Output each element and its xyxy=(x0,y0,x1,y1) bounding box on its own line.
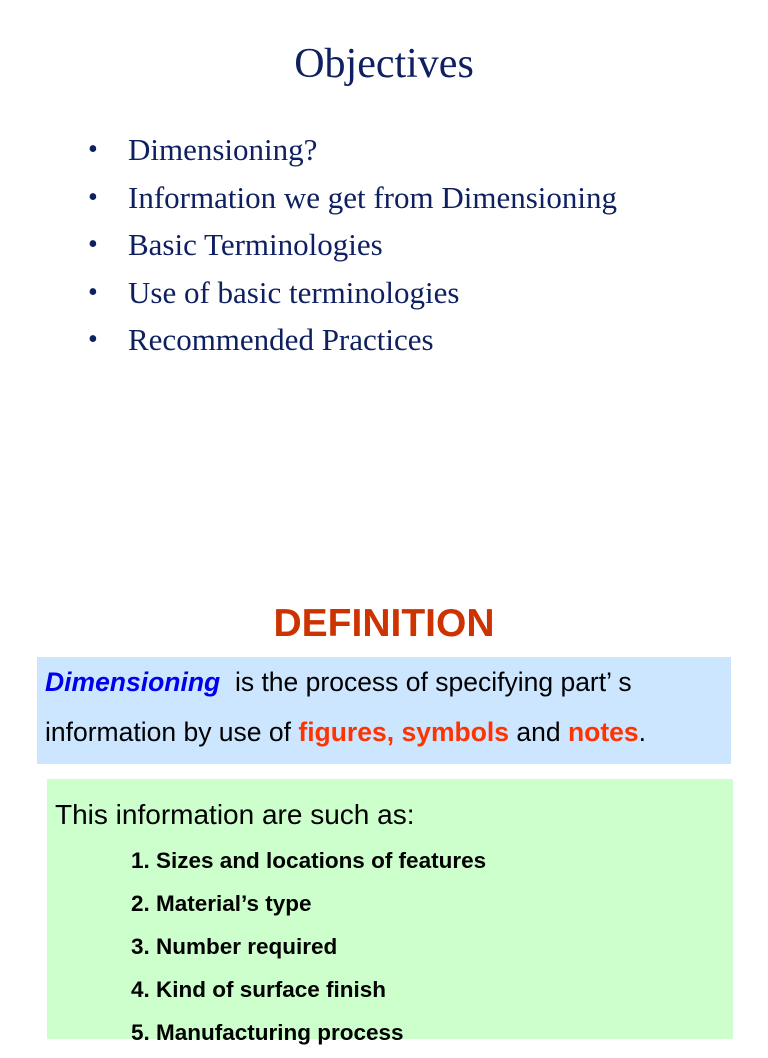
definition-term: Dimensioning xyxy=(45,667,221,697)
objective-text: Use of basic terminologies xyxy=(128,274,460,310)
info-item: 5. Manufacturing process xyxy=(131,1020,404,1045)
objective-text: Basic Terminologies xyxy=(128,227,383,262)
info-item: 2. Material’s type xyxy=(131,891,312,916)
objective-item xyxy=(88,225,617,273)
objective-text: Information we get from Dimensioning xyxy=(128,179,618,215)
objective-item xyxy=(88,130,617,178)
definition-and: and xyxy=(516,717,561,747)
objective-item xyxy=(88,320,617,368)
info-intro: This information are such as: xyxy=(55,799,415,830)
info-item: 4. Kind of surface finish xyxy=(131,977,387,1002)
info-item: 3. Number required xyxy=(131,934,338,959)
objective-item xyxy=(88,178,617,226)
bullet-icon: • xyxy=(88,276,98,308)
definition-line-1 xyxy=(45,657,731,707)
highlight-figures: figures xyxy=(298,717,387,747)
objective-item xyxy=(88,273,617,321)
slide-title: Objectives xyxy=(294,41,474,87)
info-item: 1. Sizes and locations of features xyxy=(131,848,487,873)
highlight-comma: , xyxy=(386,717,395,747)
definition-heading: DEFINITION xyxy=(273,602,495,645)
definition-line-2 xyxy=(45,707,731,757)
definition-period: . xyxy=(638,717,647,747)
definition-box xyxy=(37,657,731,764)
info-list xyxy=(131,843,486,1058)
objective-text: Dimensioning? xyxy=(128,132,318,167)
info-box xyxy=(47,779,733,1045)
highlight-symbols: symbols xyxy=(401,717,509,747)
bullet-icon: • xyxy=(88,181,98,213)
bullet-icon: • xyxy=(88,324,98,355)
objective-text: Recommended Practices xyxy=(128,322,434,357)
bullet-icon: • xyxy=(88,229,98,260)
definition-text-part1: is the process of specifying part’ s xyxy=(234,667,632,697)
definition-text-part2: information by use of xyxy=(45,717,291,747)
bullet-icon: • xyxy=(88,134,98,165)
objectives-list xyxy=(88,130,617,368)
highlight-notes: notes xyxy=(567,717,639,747)
